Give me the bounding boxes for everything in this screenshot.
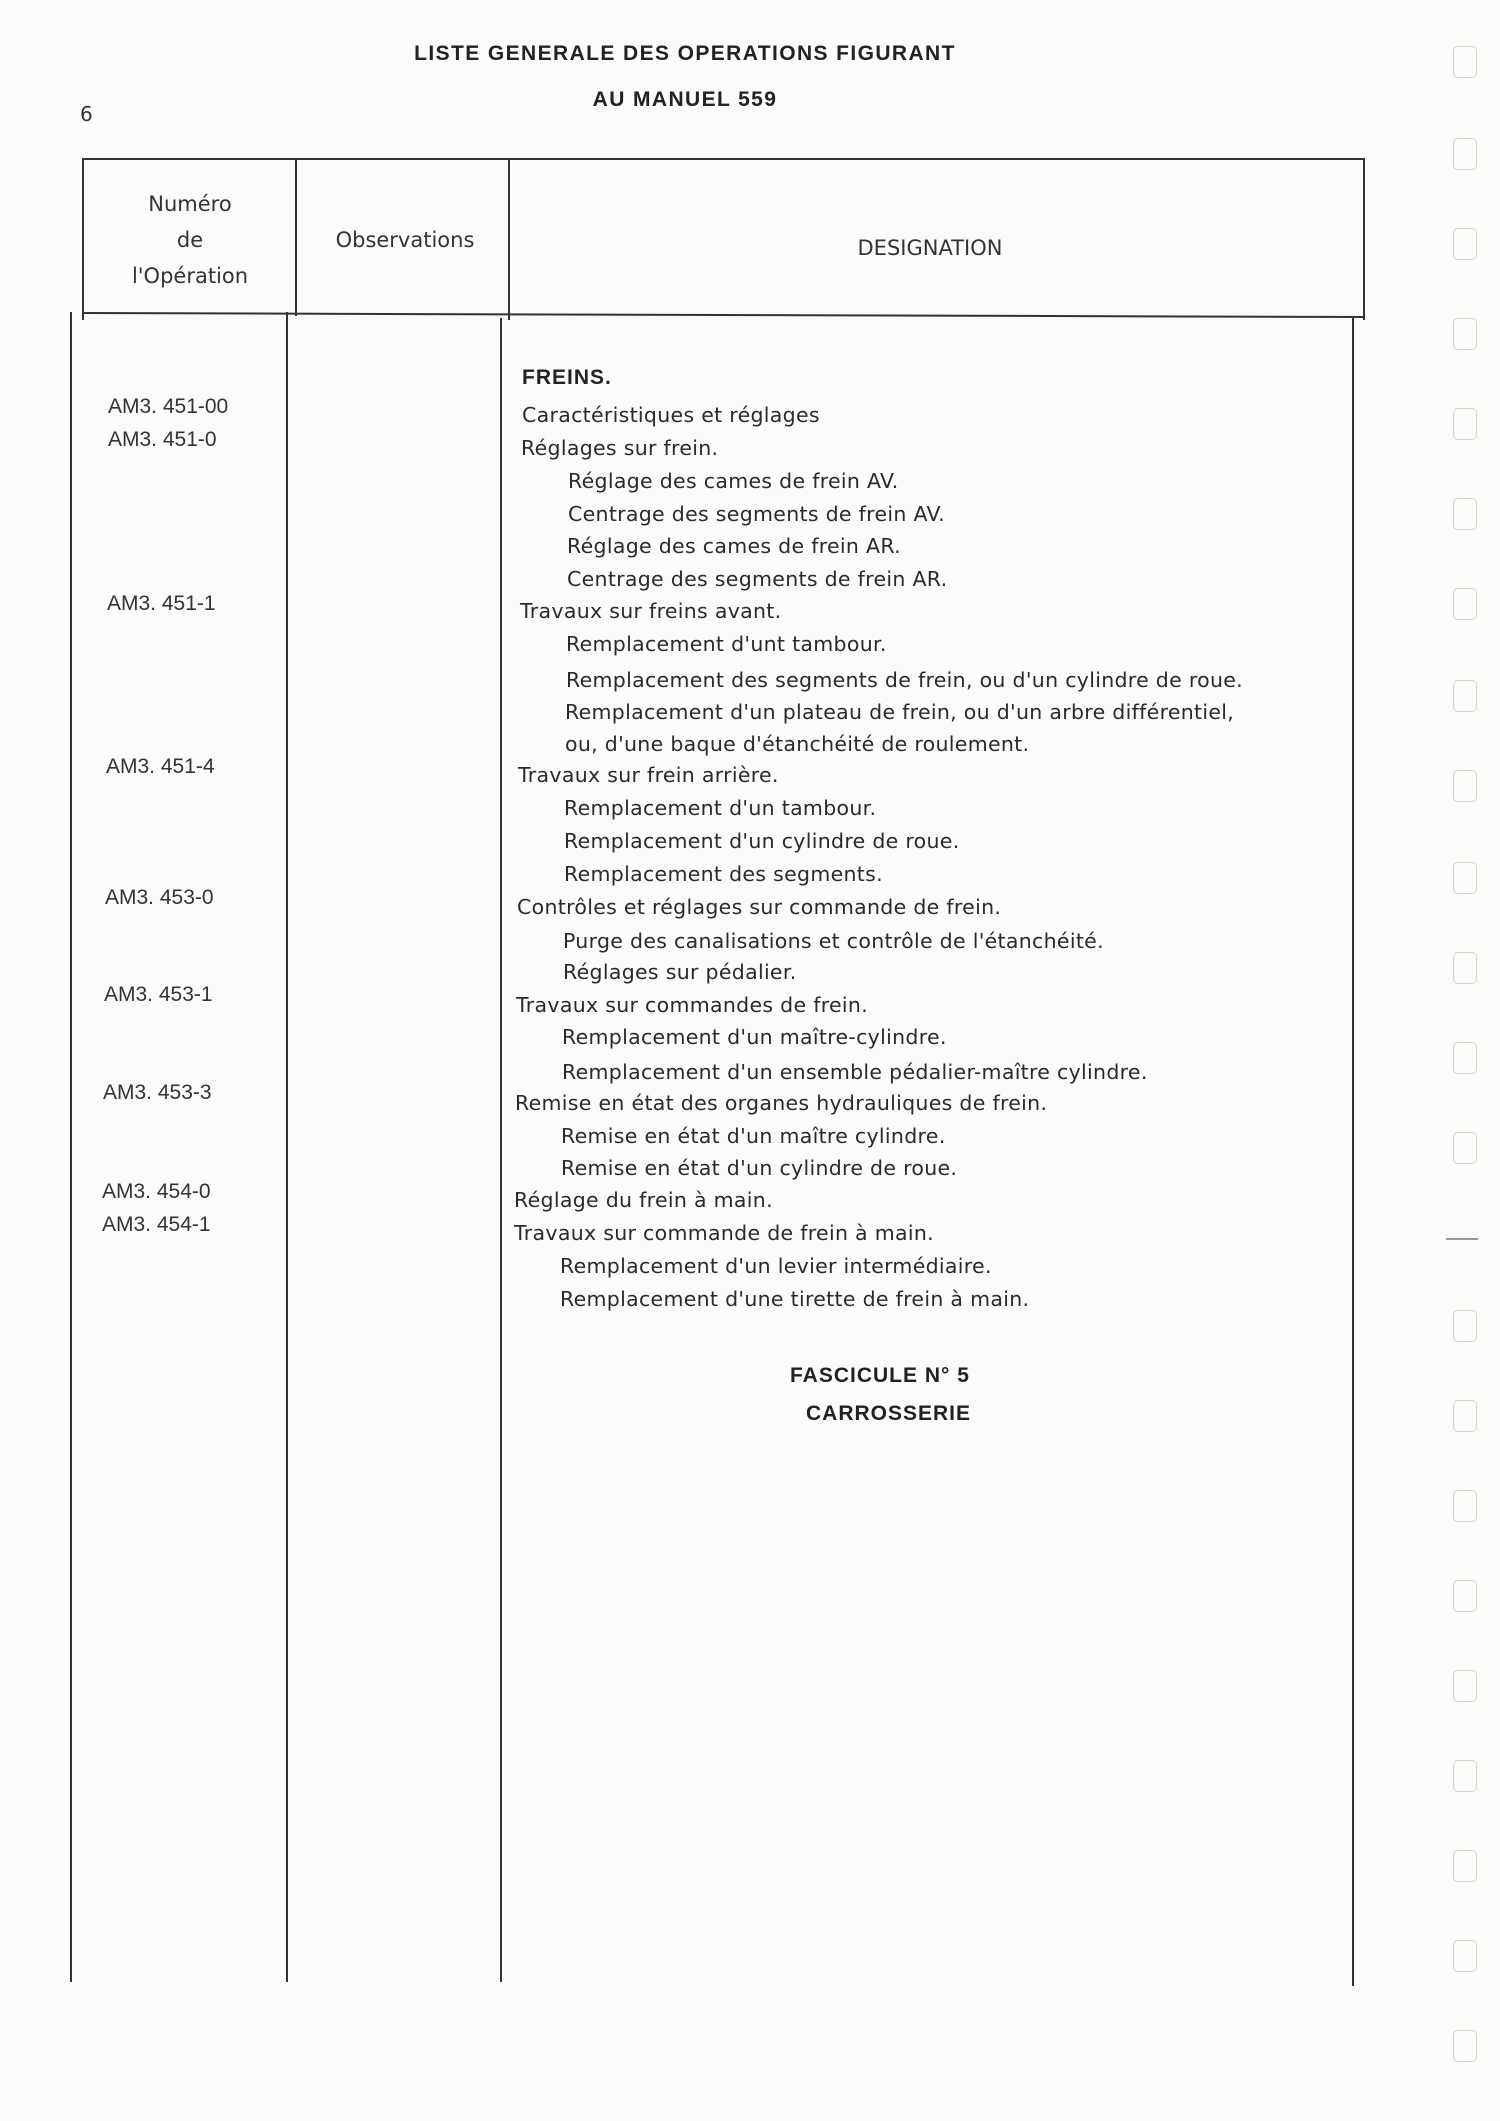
binder-hole xyxy=(1453,1940,1477,1972)
designation-item: Remise en état d'un maître cylindre. xyxy=(561,1124,946,1148)
designation-item: Remplacement d'un cylindre de roue. xyxy=(564,829,960,853)
page-subtitle: AU MANUEL 559 xyxy=(592,88,778,111)
column-divider-1 xyxy=(295,158,297,316)
table-top-rule xyxy=(82,158,1365,160)
binder-hole xyxy=(1453,138,1477,170)
binder-hole xyxy=(1453,1850,1477,1882)
operation-code: AM3. 451-1 xyxy=(107,592,216,615)
operation-code: AM3. 451-4 xyxy=(106,755,215,778)
binder-hole xyxy=(1453,680,1477,712)
header-numero-line-3: l'Opération xyxy=(131,264,249,288)
designation-item: Travaux sur freins avant. xyxy=(520,599,782,623)
designation-item: Caractéristiques et réglages xyxy=(522,403,820,427)
designation-item: ou, d'une baque d'étanchéité de roulement. xyxy=(565,732,1030,756)
operation-code: AM3. 451-00 xyxy=(108,395,229,418)
designation-item: Remplacement des segments. xyxy=(564,862,883,886)
binding-mark xyxy=(1446,1238,1478,1240)
column-divider-2-lower xyxy=(500,318,502,1982)
designation-item: Centrage des segments de frein AV. xyxy=(568,502,945,526)
page-title: LISTE GENERALE DES OPERATIONS FIGURANT xyxy=(414,42,956,65)
designation-item: Centrage des segments de frein AR. xyxy=(567,567,948,591)
binder-hole xyxy=(1453,588,1477,620)
binder-hole xyxy=(1453,1400,1477,1432)
designation-item: Réglages sur pédalier. xyxy=(563,960,797,984)
header-designation: DESIGNATION xyxy=(857,236,1003,260)
designation-item: Travaux sur frein arrière. xyxy=(518,763,779,787)
designation-item: Remplacement d'unt tambour. xyxy=(566,632,887,656)
binder-hole xyxy=(1453,1760,1477,1792)
operation-code: AM3. 454-0 xyxy=(102,1180,211,1203)
binder-hole xyxy=(1453,1042,1477,1074)
binder-hole xyxy=(1453,770,1477,802)
page-number: 6 xyxy=(80,102,93,126)
table-right-border xyxy=(1363,158,1365,320)
header-observations: Observations xyxy=(335,228,475,252)
header-numero-line-1: Numéro xyxy=(148,192,232,216)
operation-code: AM3. 453-0 xyxy=(105,886,214,909)
designation-item: Remplacement d'un plateau de frein, ou d'un arbre différentiel, xyxy=(565,700,1235,724)
binder-hole xyxy=(1453,1670,1477,1702)
binder-hole xyxy=(1453,1310,1477,1342)
operation-code: AM3. 451-0 xyxy=(108,428,217,451)
header-bottom-rule xyxy=(82,312,1365,318)
binder-hole xyxy=(1453,318,1477,350)
binder-hole xyxy=(1453,408,1477,440)
operation-code: AM3. 453-1 xyxy=(104,983,213,1006)
binder-hole xyxy=(1453,46,1477,78)
designation-item: Réglage des cames de frein AV. xyxy=(568,469,899,493)
binder-hole xyxy=(1453,498,1477,530)
designation-item: Remplacement d'une tirette de frein à main. xyxy=(560,1287,1030,1311)
designation-item: Remplacement d'un tambour. xyxy=(564,796,877,820)
designation-item: Remplacement d'un levier intermédiaire. xyxy=(560,1254,992,1278)
designation-item: Purge des canalisations et contrôle de l'étanchéité. xyxy=(563,929,1104,953)
header-operation-number xyxy=(85,186,295,294)
operation-code: AM3. 454-1 xyxy=(102,1213,211,1236)
fascicule-title: CARROSSERIE xyxy=(806,1402,972,1425)
designation-item: Réglage des cames de frein AR. xyxy=(567,534,901,558)
operation-code: AM3. 453-3 xyxy=(103,1081,212,1104)
header-numero-line-2: de xyxy=(176,228,204,252)
fascicule-number: FASCICULE N° 5 xyxy=(790,1364,970,1387)
designation-item: Travaux sur commandes de frein. xyxy=(516,993,869,1017)
binder-hole xyxy=(1453,2030,1477,2062)
designation-item: Remplacement d'un ensemble pédalier-maître cylindre. xyxy=(562,1060,1148,1084)
designation-item: Contrôles et réglages sur commande de frein. xyxy=(517,895,1002,919)
binder-hole xyxy=(1453,1132,1477,1164)
designation-item: Remise en état des organes hydrauliques de frein. xyxy=(515,1091,1048,1115)
designation-item: Réglages sur frein. xyxy=(521,436,719,460)
table-left-border-lower xyxy=(70,312,72,1982)
binder-hole xyxy=(1453,862,1477,894)
section-title: FREINS. xyxy=(522,366,612,389)
binder-hole xyxy=(1453,228,1477,260)
designation-item: Remise en état d'un cylindre de roue. xyxy=(561,1156,958,1180)
table-left-border xyxy=(82,158,84,320)
designation-item: Réglage du frein à main. xyxy=(514,1188,773,1212)
designation-item: Remplacement d'un maître-cylindre. xyxy=(562,1025,947,1049)
column-divider-1-lower xyxy=(286,312,288,1982)
binder-hole xyxy=(1453,952,1477,984)
designation-item: Travaux sur commande de frein à main. xyxy=(514,1221,934,1245)
binder-hole xyxy=(1453,1490,1477,1522)
table-right-border-lower xyxy=(1352,318,1354,1986)
binder-hole xyxy=(1453,1580,1477,1612)
designation-item: Remplacement des segments de frein, ou d'un cylindre de roue. xyxy=(566,668,1243,692)
